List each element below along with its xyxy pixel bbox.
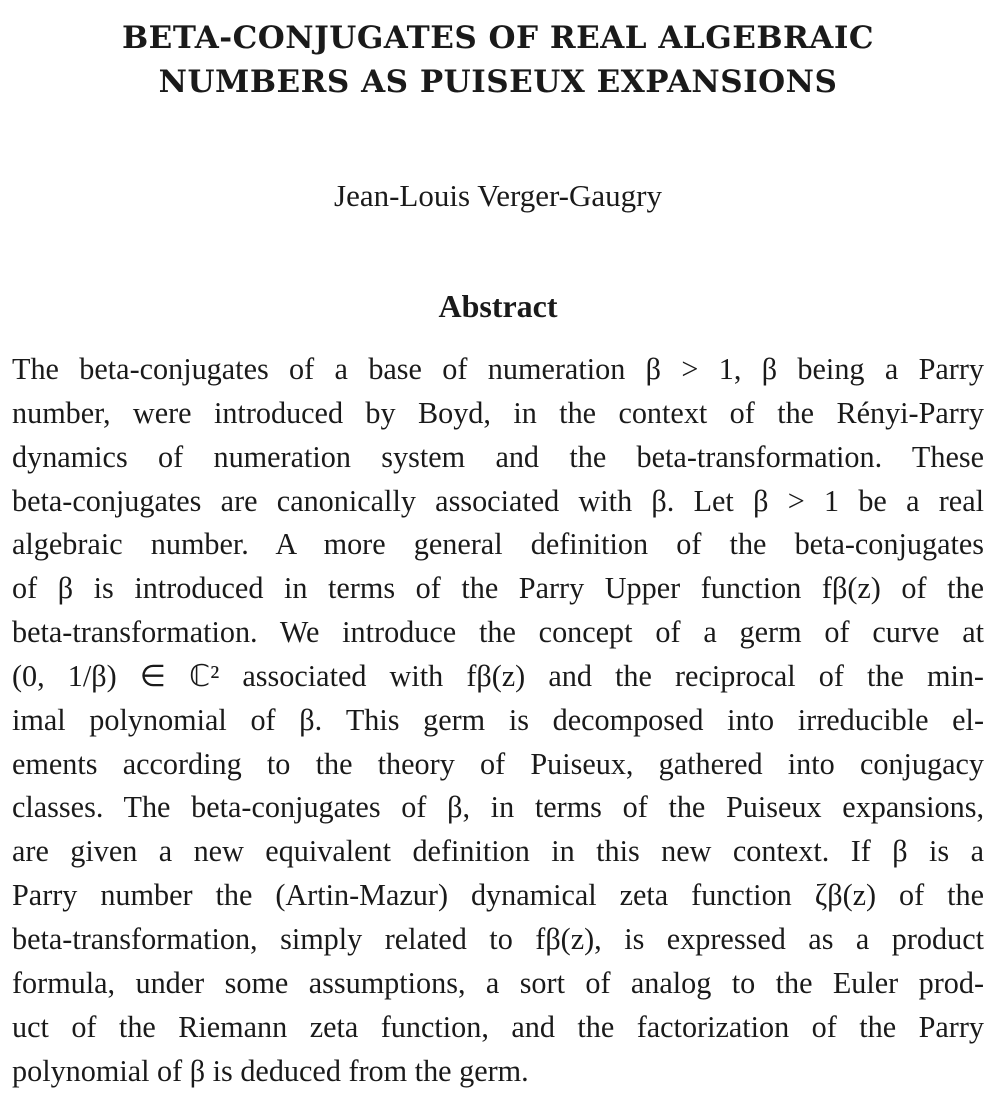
abstract-line: number, were introduced by Boyd, in the context of the Rényi-Parry	[12, 395, 984, 430]
abstract-line: ements according to the theory of Puiseux, gathered into conjugacy	[12, 746, 984, 781]
paper-page	[12, 0, 984, 1112]
title-line-1: BETA-CONJUGATES OF REAL ALGEBRAIC	[121, 20, 875, 56]
abstract-line: Parry number the (Artin-Mazur) dynamical zeta function ζβ(z) of the	[12, 878, 984, 913]
abstract-line: imal polynomial of β. This germ is decomposed into irreducible el-	[12, 702, 984, 737]
abstract-line: are given a new equivalent definition in this new context. If β is a	[12, 834, 984, 869]
abstract-line: The beta-conjugates of a base of numeration β > 1, β being a Parry	[12, 352, 984, 386]
abstract-line: of β is introduced in terms of the Parry Upper function fβ(z) of the	[12, 571, 984, 606]
abstract-line: dynamics of numeration system and the beta-transformation. These	[12, 439, 984, 474]
abstract-body	[12, 348, 984, 1093]
abstract-line: polynomial of β is deduced from the germ.	[12, 1053, 529, 1088]
abstract-line: formula, under some assumptions, a sort of analog to the Euler prod-	[12, 965, 984, 1000]
title-line-2: NUMBERS AS PUISEUX EXPANSIONS	[158, 64, 838, 100]
abstract-line: (0, 1/β) ∈ ℂ² associated with fβ(z) and the reciprocal of the min-	[12, 658, 984, 693]
abstract-line: beta-conjugates are canonically associated with β. Let β > 1 be a real	[12, 483, 984, 518]
abstract-line: classes. The beta-conjugates of β, in terms of the Puiseux expansions,	[12, 790, 984, 825]
abstract-line: uct of the Riemann zeta function, and the factorization of the Parry	[12, 1009, 984, 1044]
abstract-line: algebraic number. A more general definition of the beta-conjugates	[12, 527, 984, 562]
abstract-heading: Abstract	[438, 288, 558, 324]
abstract-line: beta-transformation, simply related to fβ(z), is expressed as a product	[12, 921, 984, 956]
paper-title	[12, 16, 984, 104]
author-name: Jean-Louis Verger-Gaugry	[334, 178, 662, 213]
abstract-line: beta-transformation. We introduce the concept of a germ of curve at	[12, 615, 984, 650]
